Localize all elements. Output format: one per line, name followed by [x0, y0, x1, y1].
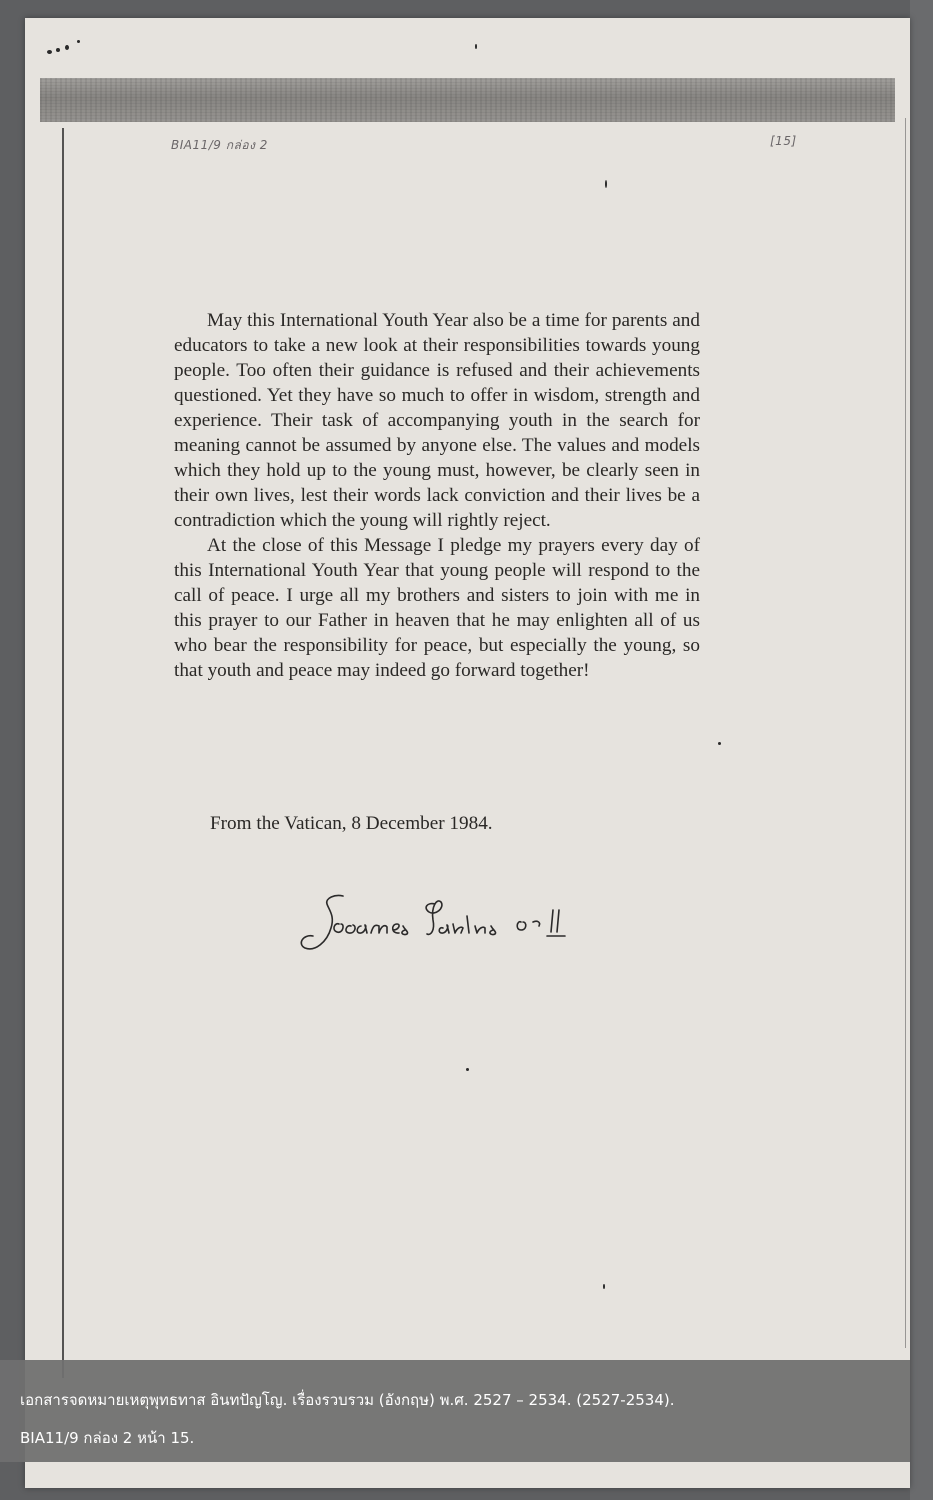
background-frame [910, 0, 933, 1500]
caption-bar [0, 1360, 910, 1462]
ink-speck [65, 45, 69, 50]
page-number-mark: [15] [770, 134, 797, 148]
ink-speck [475, 44, 477, 49]
document-page [25, 18, 910, 1488]
ink-speck [47, 50, 52, 54]
caption-reference: BIA11/9 กล่อง 2 หน้า 15. [20, 1429, 195, 1447]
letter-body [174, 308, 700, 683]
archive-handwritten-note: BIA11/9 กล่อง 2 [171, 138, 268, 152]
ink-speck [77, 40, 80, 43]
caption-title: เอกสารจดหมายเหตุพุทธทาส อินทปัญโญ. เรื่องรวบรวม (อังกฤษ) พ.ศ. 2527 – 2534. (2527-2534). [20, 1391, 675, 1409]
handwritten-signature [295, 886, 595, 971]
paragraph: At the close of this Message I pledge my prayers every day of this International Youth Year that young people will respond to the call of peace. I urge all my brothers and sisters to join with me in this prayer to our Father in heaven that he may enlighten all of us who bear the responsibility for peace, but especially the young, so that youth and peace may indeed go forward together! [174, 535, 700, 681]
left-margin-line [62, 128, 64, 1378]
photocopy-noise-band [40, 78, 895, 122]
dateline: From the Vatican, 8 December 1984. [210, 813, 493, 834]
ink-speck [603, 1284, 605, 1289]
ink-speck [718, 742, 721, 745]
ink-speck [605, 180, 607, 188]
right-edge-line [905, 118, 906, 1348]
paragraph: May this International Youth Year also be a time for parents and educators to take a new look at their responsibilities towards young people. Too often their guidance is refused and their achievements questioned. Yet they have so much to offer in wisdom, strength and experience. Their task of accompanying youth in the search for meaning cannot be assumed by anyone else. The values and models which they hold up to the young must, however, be clearly seen in their own lives, lest their words lack conviction and their lives be a contradiction which the young will rightly reject. [174, 310, 700, 531]
ink-speck [56, 48, 60, 52]
ink-speck [466, 1068, 469, 1071]
